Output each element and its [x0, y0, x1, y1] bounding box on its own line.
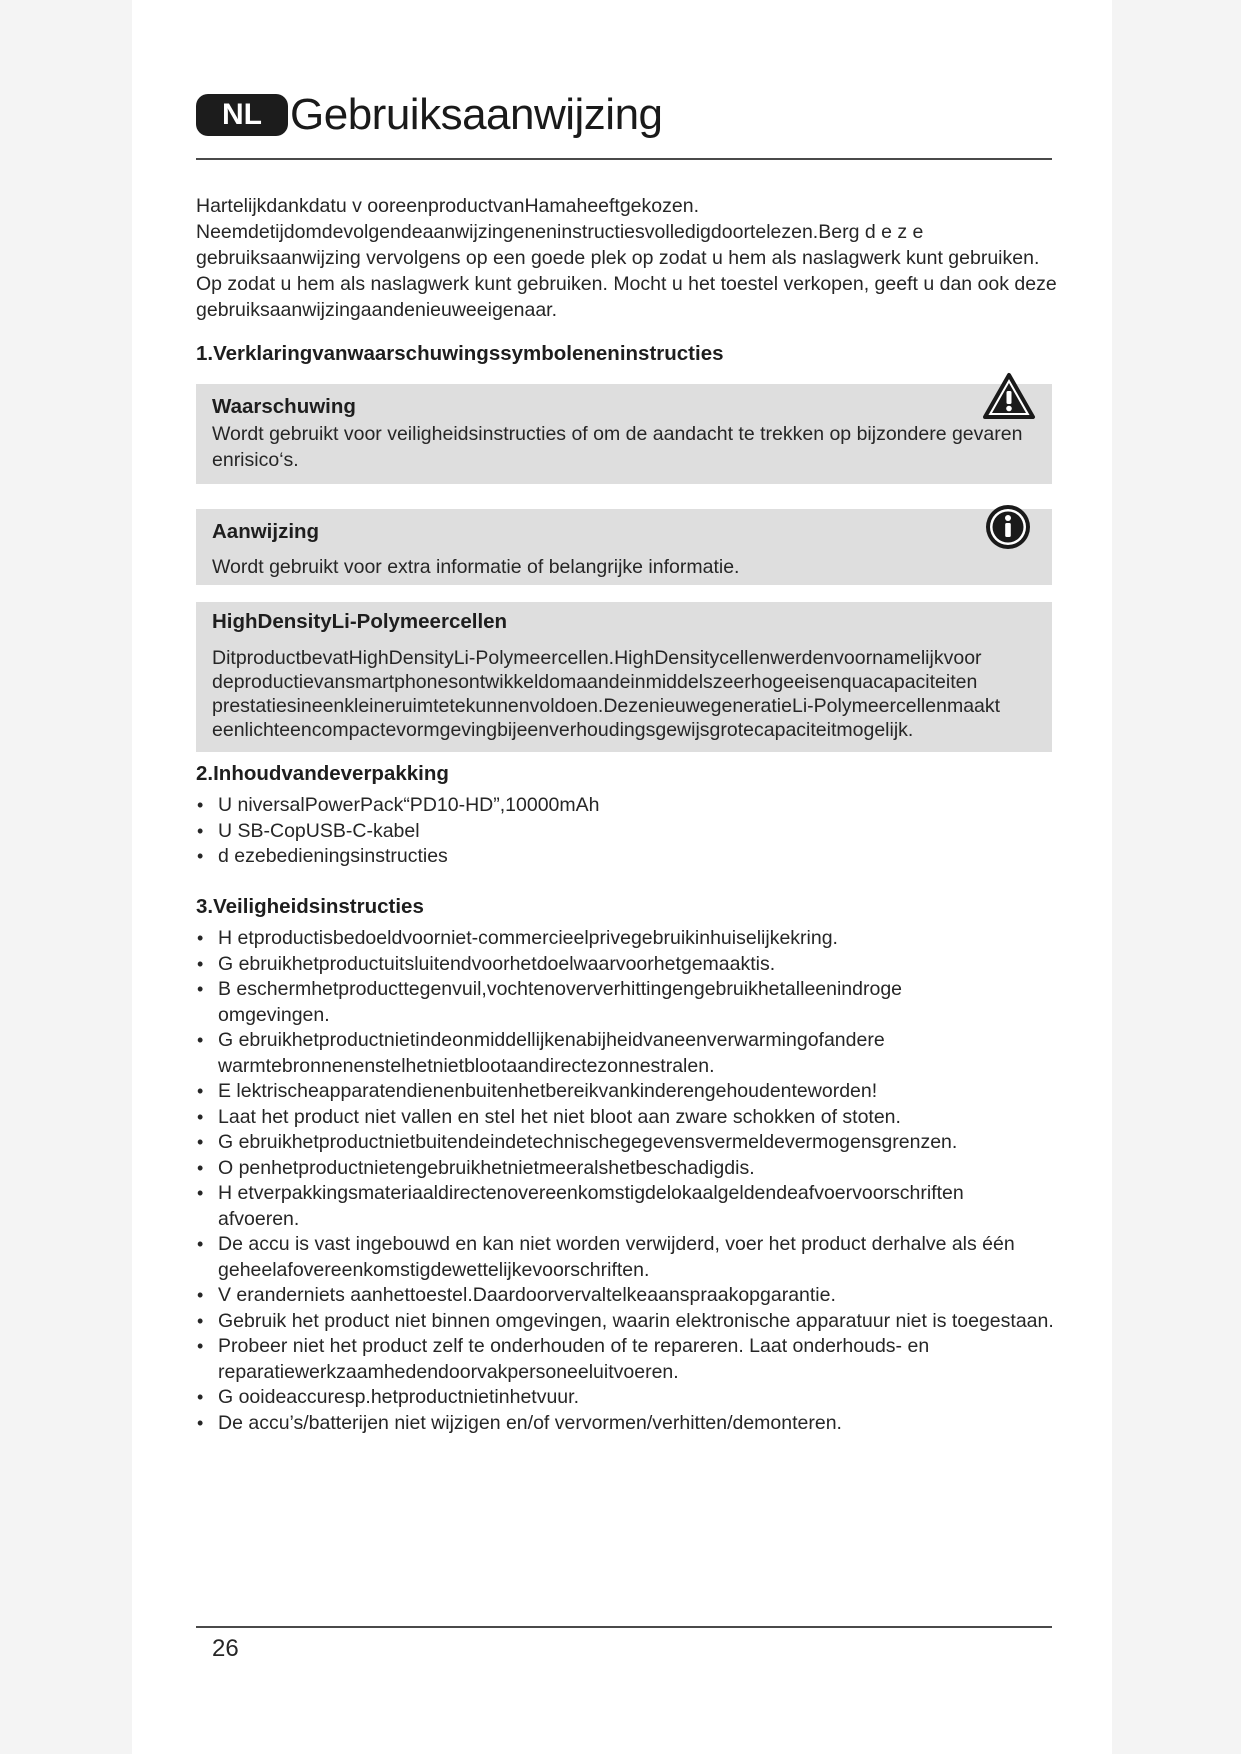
list-item-line: • De accu is vast ingebouwd en kan niet worden verwijderd, voer het product derhalve als één: [218, 1233, 1015, 1255]
list-item-line: • G ebruikhetproductnietindeonmiddellijkenabijheidvaneenverwarmingofandere: [218, 1029, 885, 1051]
note-box: [196, 509, 1052, 585]
safety-instructions-list: [196, 926, 1052, 1436]
list-item: • U niversalPowerPack“PD10-HD”,10000mAh: [196, 793, 1052, 819]
language-badge: NL: [196, 94, 288, 136]
list-item-line: • Laat het product niet vallen en stel het niet bloot aan zware schokken of stoten.: [218, 1105, 901, 1128]
intro-line: Op zodat u hem als naslagwerk kunt gebruiken. Mocht u het toestel verkopen, geeft u dan ook deze: [196, 273, 1057, 295]
note-text-line: Wordt gebruikt voor extra informatie of belangrijke informatie.: [212, 556, 740, 578]
header-divider: [196, 158, 1052, 160]
intro-line: Hartelijkdankdatu v ooreenproductvanHamaheeftgekozen.: [196, 195, 699, 217]
list-item-line: • B eschermhetproducttegenvuil,vochtenoververhittingengebruikhetalleenindroge: [218, 978, 903, 1000]
list-item: [196, 1411, 1052, 1437]
section-1-heading: 1.Verklaringvanwaarschuwingssymboleneninstructies: [196, 342, 724, 365]
list-item-line: • H etverpakkingsmateriaaldirectenovereenkomstigdelokaalgeldendeafvoervoorschriften: [218, 1182, 964, 1204]
warning-box: [196, 384, 1052, 484]
list-item-line: warmtebronnenenstelhetnietblootaandirectezonnestralen.: [218, 1054, 715, 1077]
intro-paragraph: [196, 193, 1057, 323]
list-item-line: • O penhetproductnietengebruikhetnietmeeralshetbeschadigdis.: [218, 1156, 755, 1179]
list-item: [196, 1028, 1052, 1079]
list-item: [196, 952, 1052, 978]
footer-divider: [196, 1626, 1052, 1628]
list-item-line: • Gebruik het product niet binnen omgevingen, waarin elektronische apparatuur niet is toegestaan.: [218, 1309, 1054, 1332]
list-item-line: geheelafovereenkomstigdewettelijkevoorschriften.: [218, 1258, 650, 1281]
list-item-line: • V eranderniets aanhettoestel.Daardoorvervaltelkeaanspraakopgarantie.: [218, 1284, 836, 1306]
intro-line: gebruiksaanwijzingaandenieuweeigenaar.: [196, 299, 558, 321]
warning-text-line: Wordt gebruikt voor veiligheidsinstructies of om de aandacht te trekken op bijzondere gevaren: [212, 423, 1023, 445]
list-item: [196, 1232, 1052, 1283]
page-header: [196, 88, 1052, 160]
warning-triangle-icon: [982, 372, 1036, 420]
cells-text-line: deproductievansmartphonesontwikkeldomaandeinmiddelszeerhogeeisenquacapaciteiten: [212, 671, 978, 693]
info-icon: [984, 503, 1032, 551]
list-item: [196, 926, 1052, 952]
list-item: [196, 1334, 1052, 1385]
cells-text-line: prestatiesineenkleineruimtetekunnenvoldoen.DezenieuwegeneratieLi-Polymeercellenmaakt: [212, 695, 1001, 717]
list-item: • U SB-CopUSB-C-kabel: [196, 819, 1052, 845]
list-item: [196, 1156, 1052, 1182]
list-item-line: • De accu’s/batterijen niet wijzigen en/of vervormen/verhitten/demonteren.: [218, 1411, 842, 1434]
list-item-line: • Probeer niet het product zelf te onderhouden of te repareren. Laat onderhouds- en: [218, 1335, 930, 1357]
list-item-line: • G ebruikhetproductuitsluitendvoorhetdoelwaarvoorhetgemaaktis.: [218, 952, 776, 975]
list-item: [196, 1283, 1052, 1309]
list-item-line: • H etproductisbedoeldvoorniet-commercieelprivegebruikinhuiselijkekring.: [218, 927, 838, 949]
warning-text-line: enrisico‘s.: [212, 449, 299, 471]
list-item: • d ezebedieningsinstructies: [196, 844, 1052, 870]
warning-title: Waarschuwing: [212, 395, 356, 418]
list-item: [196, 1130, 1052, 1156]
list-item-line: • G ebruikhetproductnietbuitendeindetechnischegegevensvermeldevermogensgrenzen.: [218, 1131, 958, 1153]
list-item: [196, 1079, 1052, 1105]
list-item: [196, 1309, 1052, 1335]
cells-info-box: [196, 602, 1052, 752]
intro-line: Neemdetijdomdevolgendeaanwijzingeneninstructiesvolledigdoortelezen.Berg d e z e: [196, 221, 924, 243]
list-item: [196, 1105, 1052, 1131]
list-item: [196, 1385, 1052, 1411]
package-contents-list: [196, 793, 1052, 870]
note-title: Aanwijzing: [212, 520, 320, 543]
cells-text-line: DitproductbevatHighDensityLi-Polymeercellen.HighDensitycellenwerdenvoornamelijkvoor: [212, 647, 982, 669]
list-item: [196, 1181, 1052, 1232]
list-item: [196, 977, 1052, 1028]
document-title: Gebruiksaanwijzing: [290, 90, 663, 139]
cells-text-line: eenlichteencompactevormgevingbijeenverhoudingsgewijsgrotecapaciteitmogelijk.: [212, 719, 914, 741]
cells-title: HighDensityLi-Polymeercellen: [212, 610, 508, 633]
list-item-line: afvoeren.: [218, 1207, 300, 1230]
section-2-heading: 2.Inhoudvandeverpakking: [196, 762, 449, 785]
list-item-line: • G ooideaccuresp.hetproductnietinhetvuur.: [218, 1386, 579, 1408]
list-item-line: reparatiewerkzaamhedendoorvakpersoneeluitvoeren.: [218, 1360, 679, 1383]
page-number: 26: [212, 1635, 239, 1662]
manual-page: [132, 0, 1112, 1754]
section-3-heading: 3.Veiligheidsinstructies: [196, 895, 424, 918]
list-item-line: omgevingen.: [218, 1003, 330, 1026]
list-item-line: • E lektrischeapparatendienenbuitenhetbereikvankinderengehoudenteworden!: [218, 1080, 878, 1102]
intro-line: gebruiksaanwijzing vervolgens op een goede plek op zodat u hem als naslagwerk kunt gebruiken.: [196, 247, 1040, 269]
